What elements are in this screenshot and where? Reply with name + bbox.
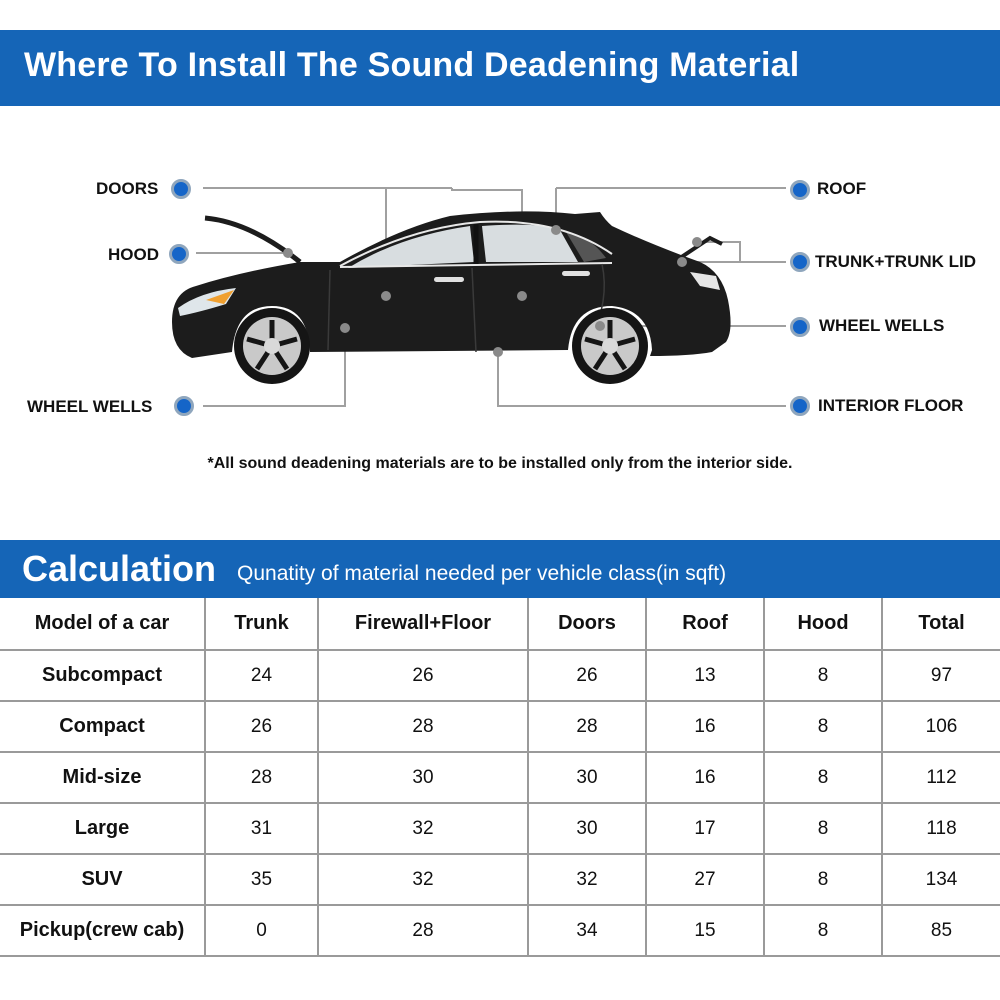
cell-trunk: 28: [205, 752, 318, 803]
cell-model: Large: [0, 803, 205, 854]
cell-model: Pickup(crew cab): [0, 905, 205, 956]
label-wheel-wells-rear: WHEEL WELLS: [819, 316, 945, 335]
page-title: Where To Install The Sound Deadening Material: [24, 46, 800, 84]
installation-note: *All sound deadening materials are to be installed only from the interior side.: [207, 455, 793, 472]
label-hood: HOOD: [108, 245, 159, 264]
cell-trunk: 0: [205, 905, 318, 956]
wheel-wells-front-marker-icon: [174, 396, 194, 416]
cell-doors: 30: [528, 752, 646, 803]
cell-model: SUV: [0, 854, 205, 905]
table-row: [0, 803, 1000, 854]
doors-marker-icon: [171, 179, 191, 199]
table-row: [0, 701, 1000, 752]
table-header-row: [0, 598, 1000, 650]
cell-hood: 8: [764, 905, 882, 956]
cell-total: 97: [882, 650, 1000, 701]
cell-trunk: 35: [205, 854, 318, 905]
label-roof: ROOF: [817, 179, 867, 198]
cell-roof: 15: [646, 905, 764, 956]
cell-firewall-floor: 32: [318, 854, 528, 905]
front-wheel: [234, 308, 310, 384]
cell-total: 118: [882, 803, 1000, 854]
cell-firewall-floor: 26: [318, 650, 528, 701]
cell-total: 112: [882, 752, 1000, 803]
cell-hood: 8: [764, 752, 882, 803]
label-doors: DOORS: [96, 179, 159, 198]
cell-model: Mid-size: [0, 752, 205, 803]
cell-roof: 27: [646, 854, 764, 905]
cell-hood: 8: [764, 701, 882, 752]
cell-total: 85: [882, 905, 1000, 956]
roof-marker-icon: [790, 180, 810, 200]
cell-doors: 30: [528, 803, 646, 854]
label-wheel-wells-front: WHEEL WELLS: [27, 397, 153, 416]
wheel-wells-rear-marker-icon: [790, 317, 810, 337]
column-header-firewall-floor: Firewall+Floor: [318, 598, 528, 650]
table-row: [0, 905, 1000, 956]
cell-total: 106: [882, 701, 1000, 752]
calculation-table: [0, 598, 1000, 957]
trunk-marker-icon: [790, 252, 810, 272]
cell-firewall-floor: 32: [318, 803, 528, 854]
cell-roof: 13: [646, 650, 764, 701]
cell-hood: 8: [764, 854, 882, 905]
table-row: [0, 854, 1000, 905]
column-header-total: Total: [882, 598, 1000, 650]
cell-doors: 32: [528, 854, 646, 905]
column-header-roof: Roof: [646, 598, 764, 650]
rear-wheel: [572, 308, 648, 384]
cell-total: 134: [882, 854, 1000, 905]
interior-floor-marker-icon: [790, 396, 810, 416]
column-header-hood: Hood: [764, 598, 882, 650]
header-banner: [0, 30, 1000, 106]
column-header-trunk: Trunk: [205, 598, 318, 650]
cell-doors: 26: [528, 650, 646, 701]
cell-model: Subcompact: [0, 650, 205, 701]
column-header-model: Model of a car: [0, 598, 205, 650]
cell-trunk: 26: [205, 701, 318, 752]
cell-firewall-floor: 28: [318, 905, 528, 956]
cell-firewall-floor: 30: [318, 752, 528, 803]
label-interior-floor: INTERIOR FLOOR: [818, 396, 964, 415]
cell-trunk: 31: [205, 803, 318, 854]
calculation-title: Calculation: [22, 548, 217, 589]
cell-roof: 16: [646, 752, 764, 803]
cell-doors: 28: [528, 701, 646, 752]
cell-roof: 17: [646, 803, 764, 854]
label-trunk: TRUNK+TRUNK LID: [815, 252, 977, 271]
calculation-subtitle: Qunatity of material needed per vehicle class(in sqft): [237, 562, 727, 585]
cell-hood: 8: [764, 650, 882, 701]
cell-model: Compact: [0, 701, 205, 752]
cell-doors: 34: [528, 905, 646, 956]
cell-roof: 16: [646, 701, 764, 752]
cell-hood: 8: [764, 803, 882, 854]
cell-firewall-floor: 28: [318, 701, 528, 752]
hood-marker-icon: [169, 244, 189, 264]
table-row: [0, 650, 1000, 701]
table-row: [0, 752, 1000, 803]
calculation-banner: [0, 540, 1000, 598]
column-header-doors: Doors: [528, 598, 646, 650]
car-diagram: [0, 106, 1000, 540]
cell-trunk: 24: [205, 650, 318, 701]
